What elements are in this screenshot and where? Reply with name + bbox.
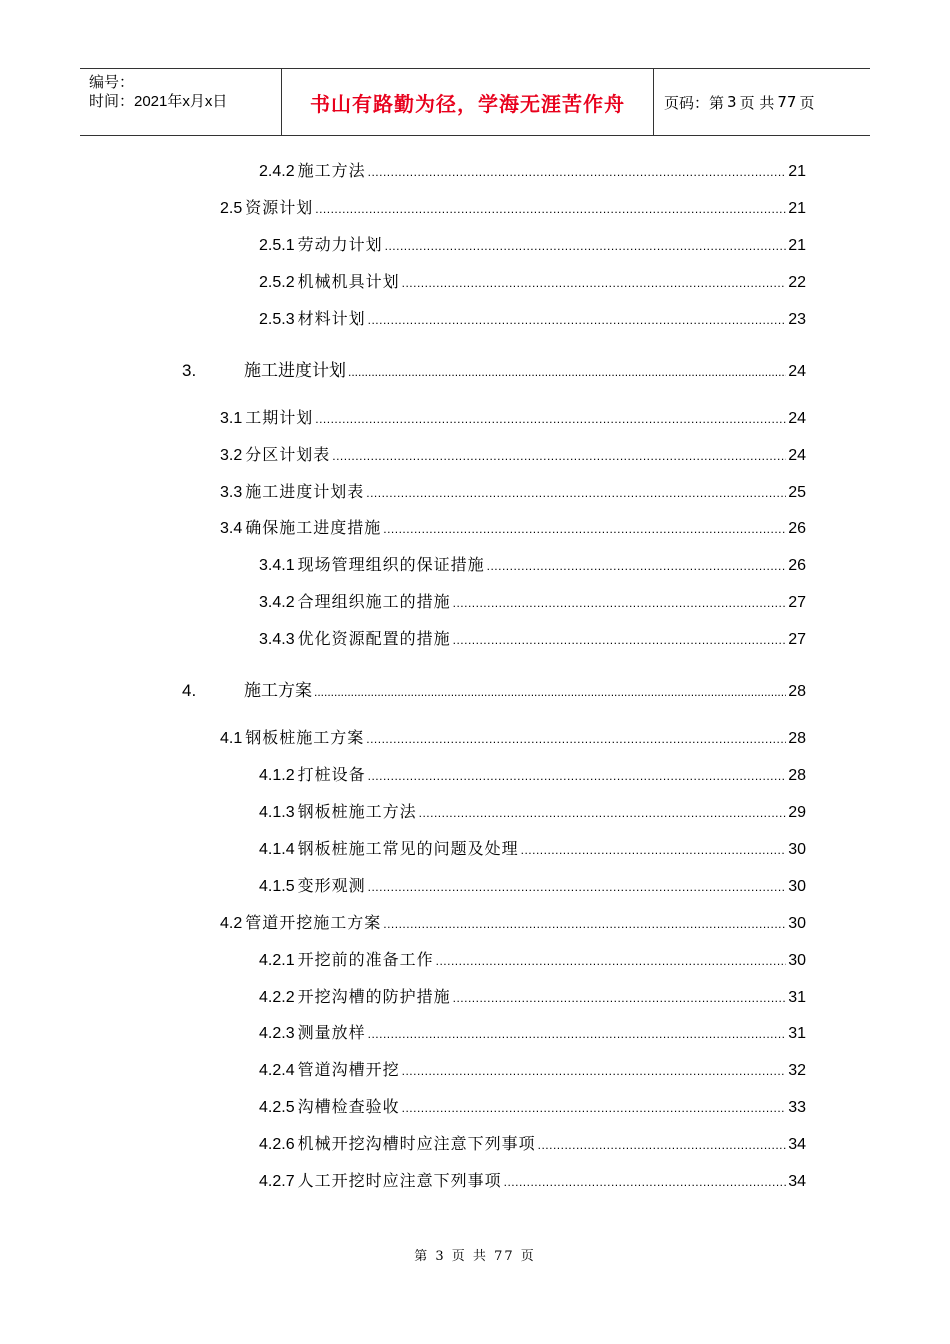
time-label: 时间：2021年x月x日 [89,93,228,110]
toc-entry-title: 资源计划 [245,198,314,217]
toc-leader-dots [366,481,786,505]
toc-leader-dots [368,308,787,332]
toc-entry-number: 4.2.4 [259,1062,295,1079]
toc-leader-dots [385,234,787,258]
header-page-end: 页 [799,93,815,112]
toc-entry-page: 34 [788,1136,806,1153]
toc-entry-page: 24 [788,447,806,464]
toc-chapter[interactable] [182,676,806,702]
toc-entry-title: 优化资源配置的措施 [297,629,451,648]
toc-chapter-title: 施工方案 [244,681,312,701]
page-footer [0,1245,950,1264]
toc-leader-dots [521,838,787,862]
toc-leader-dots [402,1096,787,1120]
toc-entry[interactable] [220,196,806,220]
footer-mid: 页 共 [451,1249,488,1264]
toc-leader-dots [402,1059,787,1083]
toc-chapter-page: 24 [788,363,806,380]
toc-entry-title: 材料计划 [297,309,366,328]
toc-leader-dots [368,875,787,899]
toc-entry[interactable] [259,270,806,294]
toc-entry-number: 4.2.5 [259,1099,295,1116]
toc-entry-number: 2.4.2 [259,163,295,180]
toc-entry-title: 管道开挖施工方案 [245,913,382,932]
toc-entry-page: 23 [788,311,806,328]
toc-entry-page: 24 [788,410,806,427]
toc-entry-number: 3.4.1 [259,557,295,574]
toc-leader-dots [453,591,787,615]
toc-entry[interactable] [220,480,806,504]
toc-entry[interactable] [220,516,806,540]
toc-leader-dots [314,685,786,699]
toc-leader-dots [366,727,786,751]
toc-leader-dots [487,554,787,578]
toc-entry-number: 3.2 [220,447,243,464]
toc-chapter[interactable] [182,356,806,382]
toc-entry-number: 4.2.1 [259,952,295,969]
toc-entry[interactable] [259,159,806,183]
toc-entry-page: 30 [788,952,806,969]
toc-entry-number: 4.2.6 [259,1136,295,1153]
toc-leader-dots [315,407,786,431]
toc-entry-title: 机械开挖沟槽时应注意下列事项 [297,1134,536,1153]
header-motto: 书山有路勤为径，学海无涯苦作舟 [282,69,654,135]
toc-entry[interactable] [220,406,806,430]
toc-entry[interactable] [220,911,806,935]
toc-entry-page: 26 [788,557,806,574]
header-meta [80,69,282,135]
toc-entry-page: 29 [788,804,806,821]
toc-entry-number: 4.1 [220,730,243,747]
toc-entry[interactable] [259,590,806,614]
header-page-current: 3 [727,93,737,111]
toc-entry-title: 变形观测 [297,876,366,895]
toc-entry-number: 2.5.2 [259,274,295,291]
toc-entry-title: 分区计划表 [245,445,331,464]
toc-entry-number: 3.4.3 [259,631,295,648]
toc-entry[interactable] [259,948,806,972]
toc-entry[interactable] [259,1132,806,1156]
header-page-total: 77 [777,93,797,111]
toc-entry-title: 合理组织施工的措施 [297,592,451,611]
toc-leader-dots [504,1170,787,1194]
toc-leader-dots [383,912,786,936]
toc-entry-title: 打桩设备 [297,765,366,784]
page-header [80,68,870,136]
toc-chapter-title: 施工进度计划 [244,361,346,381]
toc-entry-title: 劳动力计划 [297,235,383,254]
toc-entry-title: 测量放样 [297,1023,366,1042]
toc-leader-dots [436,949,787,973]
toc-entry-number: 4.2.2 [259,989,295,1006]
toc-entry-page: 28 [788,767,806,784]
toc-entry-page: 21 [788,200,806,217]
toc-entry-page: 21 [788,237,806,254]
toc-leader-dots [368,764,787,788]
toc-entry-title: 钢板桩施工常见的问题及处理 [297,839,519,858]
toc-chapter-number: 3. [182,361,197,380]
toc-entry-number: 4.1.4 [259,841,295,858]
footer-total: 77 [494,1249,515,1264]
toc-entry-page: 27 [788,631,806,648]
toc-entry[interactable] [220,726,806,750]
toc-entry-number: 4.2.7 [259,1173,295,1190]
toc-entry[interactable] [259,800,806,824]
toc-entry-page: 28 [788,730,806,747]
toc-entry-number: 4.1.5 [259,878,295,895]
toc-entry-title: 施工进度计划表 [245,482,365,501]
toc-leader-dots [453,628,787,652]
toc-entry[interactable] [259,985,806,1009]
toc-entry[interactable] [220,443,806,467]
toc-entry-number: 2.5.1 [259,237,295,254]
toc-entry-title: 管道沟槽开挖 [297,1060,400,1079]
header-page-info [654,69,870,135]
toc-entry[interactable] [259,1169,806,1193]
toc-entry-page: 30 [788,915,806,932]
header-page-label: 页码：第 [664,93,725,112]
toc-entry[interactable] [259,1021,806,1045]
toc-leader-dots [453,986,787,1010]
toc-entry-title: 现场管理组织的保证措施 [297,555,485,574]
toc-chapter-number: 4. [182,681,197,700]
toc-entry-title: 人工开挖时应注意下列事项 [297,1171,502,1190]
toc-entry-page: 34 [788,1173,806,1190]
toc-leader-dots [315,197,786,221]
toc-entry-page: 31 [788,989,806,1006]
toc-entry-number: 4.1.2 [259,767,295,784]
toc-leader-dots [419,801,787,825]
toc-entry-title: 开挖前的准备工作 [297,950,434,969]
toc-entry-number: 2.5.3 [259,311,295,328]
toc-entry-number: 4.2.3 [259,1025,295,1042]
toc-entry-page: 21 [788,163,806,180]
toc-entry-title: 钢板桩施工方法 [297,802,417,821]
footer-suffix: 页 [520,1249,536,1264]
toc-entry-title: 工期计划 [245,408,314,427]
toc-entry[interactable] [259,233,806,257]
toc-entry-page: 26 [788,520,806,537]
toc-entry-title: 施工方法 [297,161,366,180]
code-label: 编号： [89,74,135,91]
toc-entry[interactable] [259,837,806,861]
toc-entry-page: 33 [788,1099,806,1116]
toc-entry-title: 沟槽检查验收 [297,1097,400,1116]
toc-entry[interactable] [259,874,806,898]
toc-entry-number: 4.2 [220,915,243,932]
toc-entry-title: 开挖沟槽的防护措施 [297,987,451,1006]
toc-leader-dots [383,517,786,541]
toc-entry-number: 2.5 [220,200,243,217]
toc-entry-number: 4.1.3 [259,804,295,821]
toc-entry-number: 3.3 [220,484,243,501]
toc-leader-dots [368,160,787,184]
toc-entry[interactable] [259,763,806,787]
footer-current: 3 [435,1249,446,1264]
toc-leader-dots [332,444,786,468]
toc-entry[interactable] [259,1095,806,1119]
toc-leader-dots [368,1022,787,1046]
toc-entry-page: 27 [788,594,806,611]
toc-entry-page: 32 [788,1062,806,1079]
toc-entry-number: 3.4 [220,520,243,537]
toc-entry-page: 30 [788,841,806,858]
toc-entry[interactable] [259,627,806,651]
toc-entry-title: 钢板桩施工方案 [245,728,365,747]
toc-entry-page: 30 [788,878,806,895]
toc-entry-number: 3.4.2 [259,594,295,611]
toc-entry-page: 25 [788,484,806,501]
toc-entry-number: 3.1 [220,410,243,427]
toc-entry[interactable] [259,1058,806,1082]
header-page-mid: 页 共 [739,93,775,112]
toc-leader-dots [538,1133,787,1157]
toc-entry-page: 22 [788,274,806,291]
toc-entry[interactable] [259,307,806,331]
footer-prefix: 第 [414,1249,430,1264]
toc-entry-page: 31 [788,1025,806,1042]
toc-leader-dots [348,365,786,379]
toc-entry-title: 机械机具计划 [297,272,400,291]
toc-leader-dots [402,271,787,295]
toc-entry[interactable] [259,553,806,577]
toc-chapter-page: 28 [788,683,806,700]
toc-entry-title: 确保施工进度措施 [245,518,382,537]
